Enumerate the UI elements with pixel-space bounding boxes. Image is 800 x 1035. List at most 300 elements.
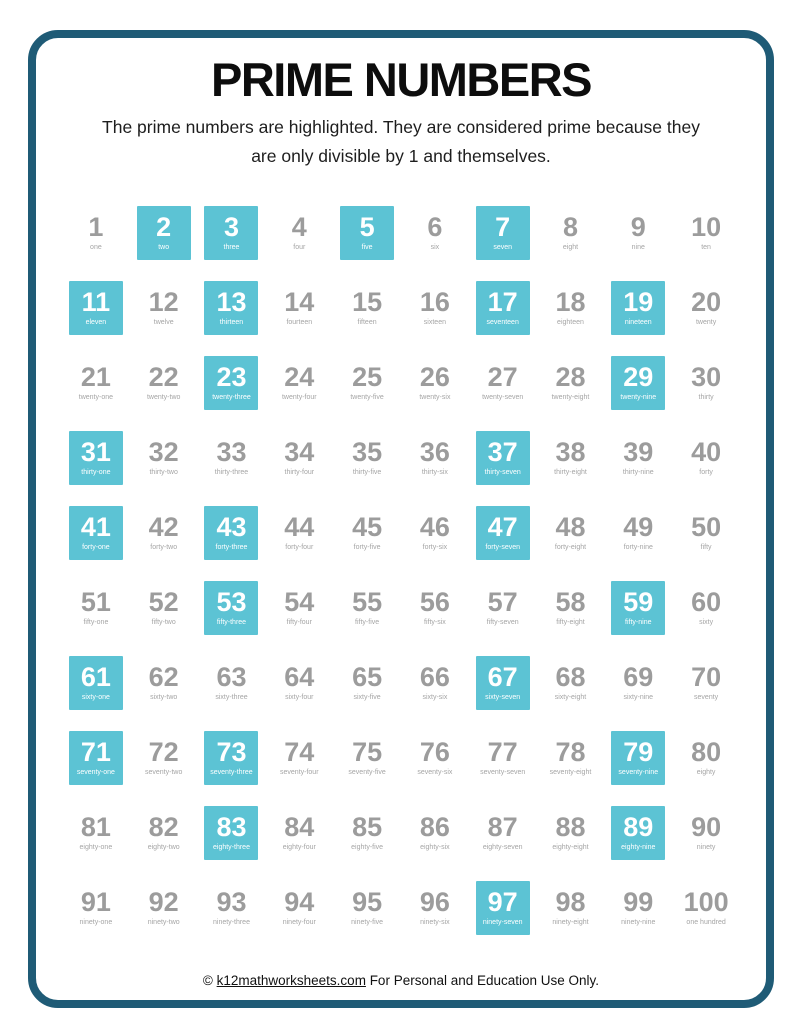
number-box [272, 581, 326, 635]
number-grid [62, 195, 740, 945]
number-word: forty-four [285, 543, 314, 551]
page-title: PRIME NUMBERS [210, 53, 592, 106]
number-value: 90 [691, 811, 722, 842]
number-value: 17 [487, 286, 518, 317]
number-word: eighty-eight [552, 843, 589, 851]
number-value: 28 [555, 361, 586, 392]
number-value: 19 [623, 286, 654, 317]
number-value: 66 [419, 661, 450, 692]
number-value: 31 [80, 436, 111, 467]
number-word: sixty [699, 618, 714, 626]
number-box [272, 431, 326, 485]
number-word: one [90, 243, 102, 251]
number-cell-33 [198, 420, 266, 495]
number-word: sixty-nine [623, 693, 654, 701]
prime-highlight-box [611, 731, 665, 785]
number-word: eighty-five [351, 843, 384, 851]
number-value: 35 [352, 436, 383, 467]
prime-cell-17 [469, 270, 537, 345]
number-value: 76 [419, 736, 450, 767]
number-word: nineteen [624, 318, 652, 326]
number-cell-14 [265, 270, 333, 345]
number-value: 85 [352, 811, 383, 842]
number-value: 42 [148, 511, 179, 542]
number-box [679, 581, 733, 635]
number-word: twenty [695, 318, 717, 326]
number-cell-44 [265, 495, 333, 570]
number-word: ninety-one [79, 918, 113, 926]
number-box [679, 656, 733, 710]
number-word: ninety-eight [552, 918, 589, 926]
number-word: sixty-five [353, 693, 381, 701]
prime-highlight-box [69, 281, 123, 335]
number-word: sixty-two [150, 693, 178, 701]
number-cell-84 [265, 795, 333, 870]
number-cell-34 [265, 420, 333, 495]
prime-cell-97 [469, 870, 537, 945]
number-box [679, 431, 733, 485]
number-value: 86 [419, 811, 450, 842]
number-box [340, 731, 394, 785]
number-cell-26 [401, 345, 469, 420]
number-word: twenty-three [212, 393, 251, 401]
number-box [69, 806, 123, 860]
number-cell-25 [333, 345, 401, 420]
number-word: twenty-two [146, 393, 181, 401]
number-word: eighty-three [213, 843, 250, 851]
number-value: 78 [555, 736, 586, 767]
number-cell-45 [333, 495, 401, 570]
number-value: 27 [487, 361, 518, 392]
number-value: 84 [284, 811, 315, 842]
number-word: seventy-three [210, 768, 253, 776]
number-word: thirty-eight [554, 468, 587, 476]
number-cell-82 [130, 795, 198, 870]
number-value: 6 [427, 211, 443, 242]
number-word: eighty-four [282, 843, 316, 851]
footer-website-link[interactable]: k12mathworksheets.com [216, 973, 366, 988]
number-word: one hundred [686, 918, 726, 926]
number-word: fifty-one [83, 618, 109, 626]
number-word: eighty-nine [621, 843, 656, 851]
number-value: 50 [691, 511, 722, 542]
number-cell-36 [401, 420, 469, 495]
number-word: eighty-six [420, 843, 450, 851]
subtitle-line-2: are only divisible by 1 and themselves. [251, 146, 551, 166]
number-cell-18 [537, 270, 605, 345]
page-subtitle [36, 113, 766, 171]
number-box [476, 806, 530, 860]
number-box [543, 806, 597, 860]
number-box [340, 806, 394, 860]
number-word: ninety-four [282, 918, 316, 926]
number-word: seven [493, 243, 513, 251]
number-value: 24 [284, 361, 315, 392]
number-word: eleven [85, 318, 107, 326]
number-word: ninety-five [351, 918, 384, 926]
prime-cell-5 [333, 195, 401, 270]
number-word: three [223, 243, 240, 251]
number-word: eighty-one [79, 843, 113, 851]
number-box [408, 731, 462, 785]
number-box [543, 281, 597, 335]
number-box [137, 806, 191, 860]
number-word: thirty [698, 393, 714, 401]
number-cell-16 [401, 270, 469, 345]
number-cell-78 [537, 720, 605, 795]
number-value: 93 [216, 886, 247, 917]
number-value: 34 [284, 436, 315, 467]
number-word: eight [562, 243, 579, 251]
number-box [408, 506, 462, 560]
number-value: 55 [352, 586, 383, 617]
number-value: 77 [487, 736, 518, 767]
number-cell-32 [130, 420, 198, 495]
number-value: 98 [555, 886, 586, 917]
number-value: 48 [555, 511, 586, 542]
number-word: twenty-one [78, 393, 114, 401]
number-cell-80 [672, 720, 740, 795]
number-box [611, 506, 665, 560]
number-word: twelve [153, 318, 174, 326]
number-cell-68 [537, 645, 605, 720]
number-cell-52 [130, 570, 198, 645]
number-value: 79 [623, 736, 654, 767]
number-value: 69 [623, 661, 654, 692]
number-value: 7 [495, 211, 511, 242]
number-box [69, 581, 123, 635]
number-cell-60 [672, 570, 740, 645]
number-value: 11 [81, 286, 111, 317]
number-value: 4 [291, 211, 307, 242]
number-box [679, 506, 733, 560]
number-value: 87 [487, 811, 518, 842]
number-cell-6 [401, 195, 469, 270]
number-box [137, 281, 191, 335]
number-value: 25 [352, 361, 383, 392]
number-cell-95 [333, 870, 401, 945]
number-word: fifty-seven [486, 618, 519, 626]
number-word: six [430, 243, 440, 251]
number-cell-1 [62, 195, 130, 270]
footer-copyright-prefix: © [202, 973, 217, 988]
number-word: sixty-one [81, 693, 110, 701]
number-value: 74 [284, 736, 315, 767]
number-cell-56 [401, 570, 469, 645]
prime-cell-41 [62, 495, 130, 570]
prime-cell-71 [62, 720, 130, 795]
number-value: 58 [555, 586, 586, 617]
number-box [272, 506, 326, 560]
number-word: thirty-seven [484, 468, 521, 476]
number-cell-65 [333, 645, 401, 720]
number-value: 56 [419, 586, 450, 617]
number-cell-100 [672, 870, 740, 945]
number-value: 21 [80, 361, 111, 392]
number-word: fifteen [357, 318, 377, 326]
number-word: fifty [700, 543, 712, 551]
number-value: 60 [691, 586, 722, 617]
number-box [69, 356, 123, 410]
number-word: twenty-eight [551, 393, 590, 401]
number-box [611, 881, 665, 935]
number-value: 23 [216, 361, 247, 392]
number-word: ninety-seven [482, 918, 523, 926]
prime-cell-79 [604, 720, 672, 795]
number-cell-76 [401, 720, 469, 795]
number-cell-69 [604, 645, 672, 720]
prime-highlight-box [69, 731, 123, 785]
number-value: 96 [419, 886, 450, 917]
number-box [340, 881, 394, 935]
number-box [476, 731, 530, 785]
number-cell-8 [537, 195, 605, 270]
number-value: 100 [683, 886, 729, 917]
number-word: forty-two [150, 543, 178, 551]
prime-highlight-box [204, 506, 258, 560]
number-value: 26 [419, 361, 450, 392]
number-cell-4 [265, 195, 333, 270]
number-word: fifty-nine [625, 618, 652, 626]
number-word: sixty-four [285, 693, 314, 701]
number-value: 59 [623, 586, 654, 617]
prime-cell-23 [198, 345, 266, 420]
number-cell-55 [333, 570, 401, 645]
number-box [272, 656, 326, 710]
number-value: 47 [487, 511, 518, 542]
prime-highlight-box [476, 206, 530, 260]
number-box [340, 656, 394, 710]
number-word: fifty-two [151, 618, 176, 626]
footer-credit [36, 973, 766, 988]
prime-highlight-box [611, 356, 665, 410]
number-box [543, 656, 597, 710]
number-word: eighty [696, 768, 716, 776]
number-cell-86 [401, 795, 469, 870]
number-box [272, 731, 326, 785]
number-word: twenty-six [419, 393, 451, 401]
number-value: 15 [352, 286, 383, 317]
number-box [543, 356, 597, 410]
number-value: 20 [691, 286, 722, 317]
number-word: nine [631, 243, 645, 251]
prime-cell-13 [198, 270, 266, 345]
prime-cell-29 [604, 345, 672, 420]
prime-cell-61 [62, 645, 130, 720]
number-word: seventy-one [76, 768, 115, 776]
number-value: 46 [419, 511, 450, 542]
number-value: 75 [352, 736, 383, 767]
number-word: twenty-five [350, 393, 384, 401]
prime-cell-37 [469, 420, 537, 495]
number-word: thirty-four [284, 468, 315, 476]
number-value: 94 [284, 886, 315, 917]
prime-highlight-box [476, 506, 530, 560]
prime-highlight-box [204, 581, 258, 635]
prime-cell-89 [604, 795, 672, 870]
number-word: sixty-eight [554, 693, 587, 701]
prime-highlight-box [476, 881, 530, 935]
subtitle-line-1: The prime numbers are highlighted. They are considered prime because they [102, 117, 700, 137]
number-cell-99 [604, 870, 672, 945]
prime-cell-67 [469, 645, 537, 720]
number-cell-81 [62, 795, 130, 870]
number-box [272, 881, 326, 935]
number-value: 88 [555, 811, 586, 842]
number-word: forty-seven [485, 543, 520, 551]
prime-highlight-box [137, 206, 191, 260]
number-cell-39 [604, 420, 672, 495]
number-box [204, 431, 258, 485]
number-cell-22 [130, 345, 198, 420]
number-word: fifty-four [286, 618, 312, 626]
number-box [408, 806, 462, 860]
number-word: thirty-one [81, 468, 111, 476]
prime-highlight-box [69, 506, 123, 560]
number-cell-50 [672, 495, 740, 570]
number-word: thirty-two [149, 468, 178, 476]
number-box [611, 431, 665, 485]
number-word: fourteen [286, 318, 313, 326]
number-box [340, 356, 394, 410]
number-value: 33 [216, 436, 247, 467]
number-cell-24 [265, 345, 333, 420]
number-word: seventy-seven [480, 768, 526, 776]
number-value: 38 [555, 436, 586, 467]
number-value: 3 [223, 211, 239, 242]
number-word: eighteen [557, 318, 584, 326]
prime-cell-19 [604, 270, 672, 345]
number-value: 57 [487, 586, 518, 617]
prime-highlight-box [611, 806, 665, 860]
number-value: 97 [487, 886, 518, 917]
number-value: 40 [691, 436, 722, 467]
number-word: fifty-six [424, 618, 446, 626]
number-value: 64 [284, 661, 315, 692]
number-word: thirty-three [214, 468, 249, 476]
number-word: seventy-eight [549, 768, 592, 776]
prime-cell-11 [62, 270, 130, 345]
number-cell-77 [469, 720, 537, 795]
number-cell-74 [265, 720, 333, 795]
number-value: 89 [623, 811, 654, 842]
prime-cell-83 [198, 795, 266, 870]
number-value: 52 [148, 586, 179, 617]
number-value: 45 [352, 511, 383, 542]
number-word: ninety [696, 843, 716, 851]
number-value: 71 [80, 736, 111, 767]
number-cell-93 [198, 870, 266, 945]
number-value: 8 [562, 211, 578, 242]
number-cell-98 [537, 870, 605, 945]
number-value: 91 [80, 886, 111, 917]
number-box [69, 206, 123, 260]
number-word: four [293, 243, 306, 251]
number-cell-40 [672, 420, 740, 495]
number-cell-64 [265, 645, 333, 720]
number-value: 16 [419, 286, 450, 317]
number-word: fifty-eight [556, 618, 585, 626]
prime-highlight-box [204, 356, 258, 410]
number-cell-28 [537, 345, 605, 420]
number-cell-94 [265, 870, 333, 945]
number-word: sixty-six [422, 693, 448, 701]
number-box [408, 206, 462, 260]
number-box [408, 356, 462, 410]
number-word: eighty-two [147, 843, 180, 851]
number-cell-9 [604, 195, 672, 270]
number-box [340, 581, 394, 635]
number-cell-90 [672, 795, 740, 870]
prime-highlight-box [611, 281, 665, 335]
number-box [679, 356, 733, 410]
number-cell-87 [469, 795, 537, 870]
number-box [543, 431, 597, 485]
number-word: forty-one [82, 543, 110, 551]
number-box [340, 506, 394, 560]
number-value: 12 [148, 286, 179, 317]
number-cell-35 [333, 420, 401, 495]
prime-cell-3 [198, 195, 266, 270]
number-value: 53 [216, 586, 247, 617]
number-cell-48 [537, 495, 605, 570]
prime-cell-2 [130, 195, 198, 270]
number-word: thirty-nine [622, 468, 654, 476]
prime-highlight-box [340, 206, 394, 260]
number-value: 61 [80, 661, 111, 692]
number-box [137, 731, 191, 785]
number-word: forty-five [353, 543, 381, 551]
number-cell-12 [130, 270, 198, 345]
number-word: forty [699, 468, 713, 476]
number-cell-27 [469, 345, 537, 420]
number-word: forty-eight [554, 543, 587, 551]
number-box [137, 506, 191, 560]
number-value: 80 [691, 736, 722, 767]
number-value: 67 [487, 661, 518, 692]
number-box [543, 881, 597, 935]
number-value: 99 [623, 886, 654, 917]
number-value: 5 [359, 211, 375, 242]
number-box [340, 281, 394, 335]
number-box [137, 581, 191, 635]
number-cell-92 [130, 870, 198, 945]
number-word: twenty-four [281, 393, 317, 401]
number-word: seventy-four [280, 768, 319, 776]
number-value: 2 [156, 211, 172, 242]
number-cell-75 [333, 720, 401, 795]
number-value: 81 [80, 811, 111, 842]
number-cell-54 [265, 570, 333, 645]
number-value: 83 [216, 811, 247, 842]
number-cell-10 [672, 195, 740, 270]
number-value: 68 [555, 661, 586, 692]
number-cell-91 [62, 870, 130, 945]
number-box [137, 656, 191, 710]
number-word: ninety-three [213, 918, 250, 926]
number-value: 65 [352, 661, 383, 692]
number-box [543, 581, 597, 635]
number-cell-30 [672, 345, 740, 420]
number-box [340, 431, 394, 485]
prime-highlight-box [611, 581, 665, 635]
number-word: ten [701, 243, 711, 251]
number-word: fifty-three [216, 618, 247, 626]
number-box [137, 881, 191, 935]
number-value: 30 [691, 361, 722, 392]
number-cell-51 [62, 570, 130, 645]
number-cell-72 [130, 720, 198, 795]
